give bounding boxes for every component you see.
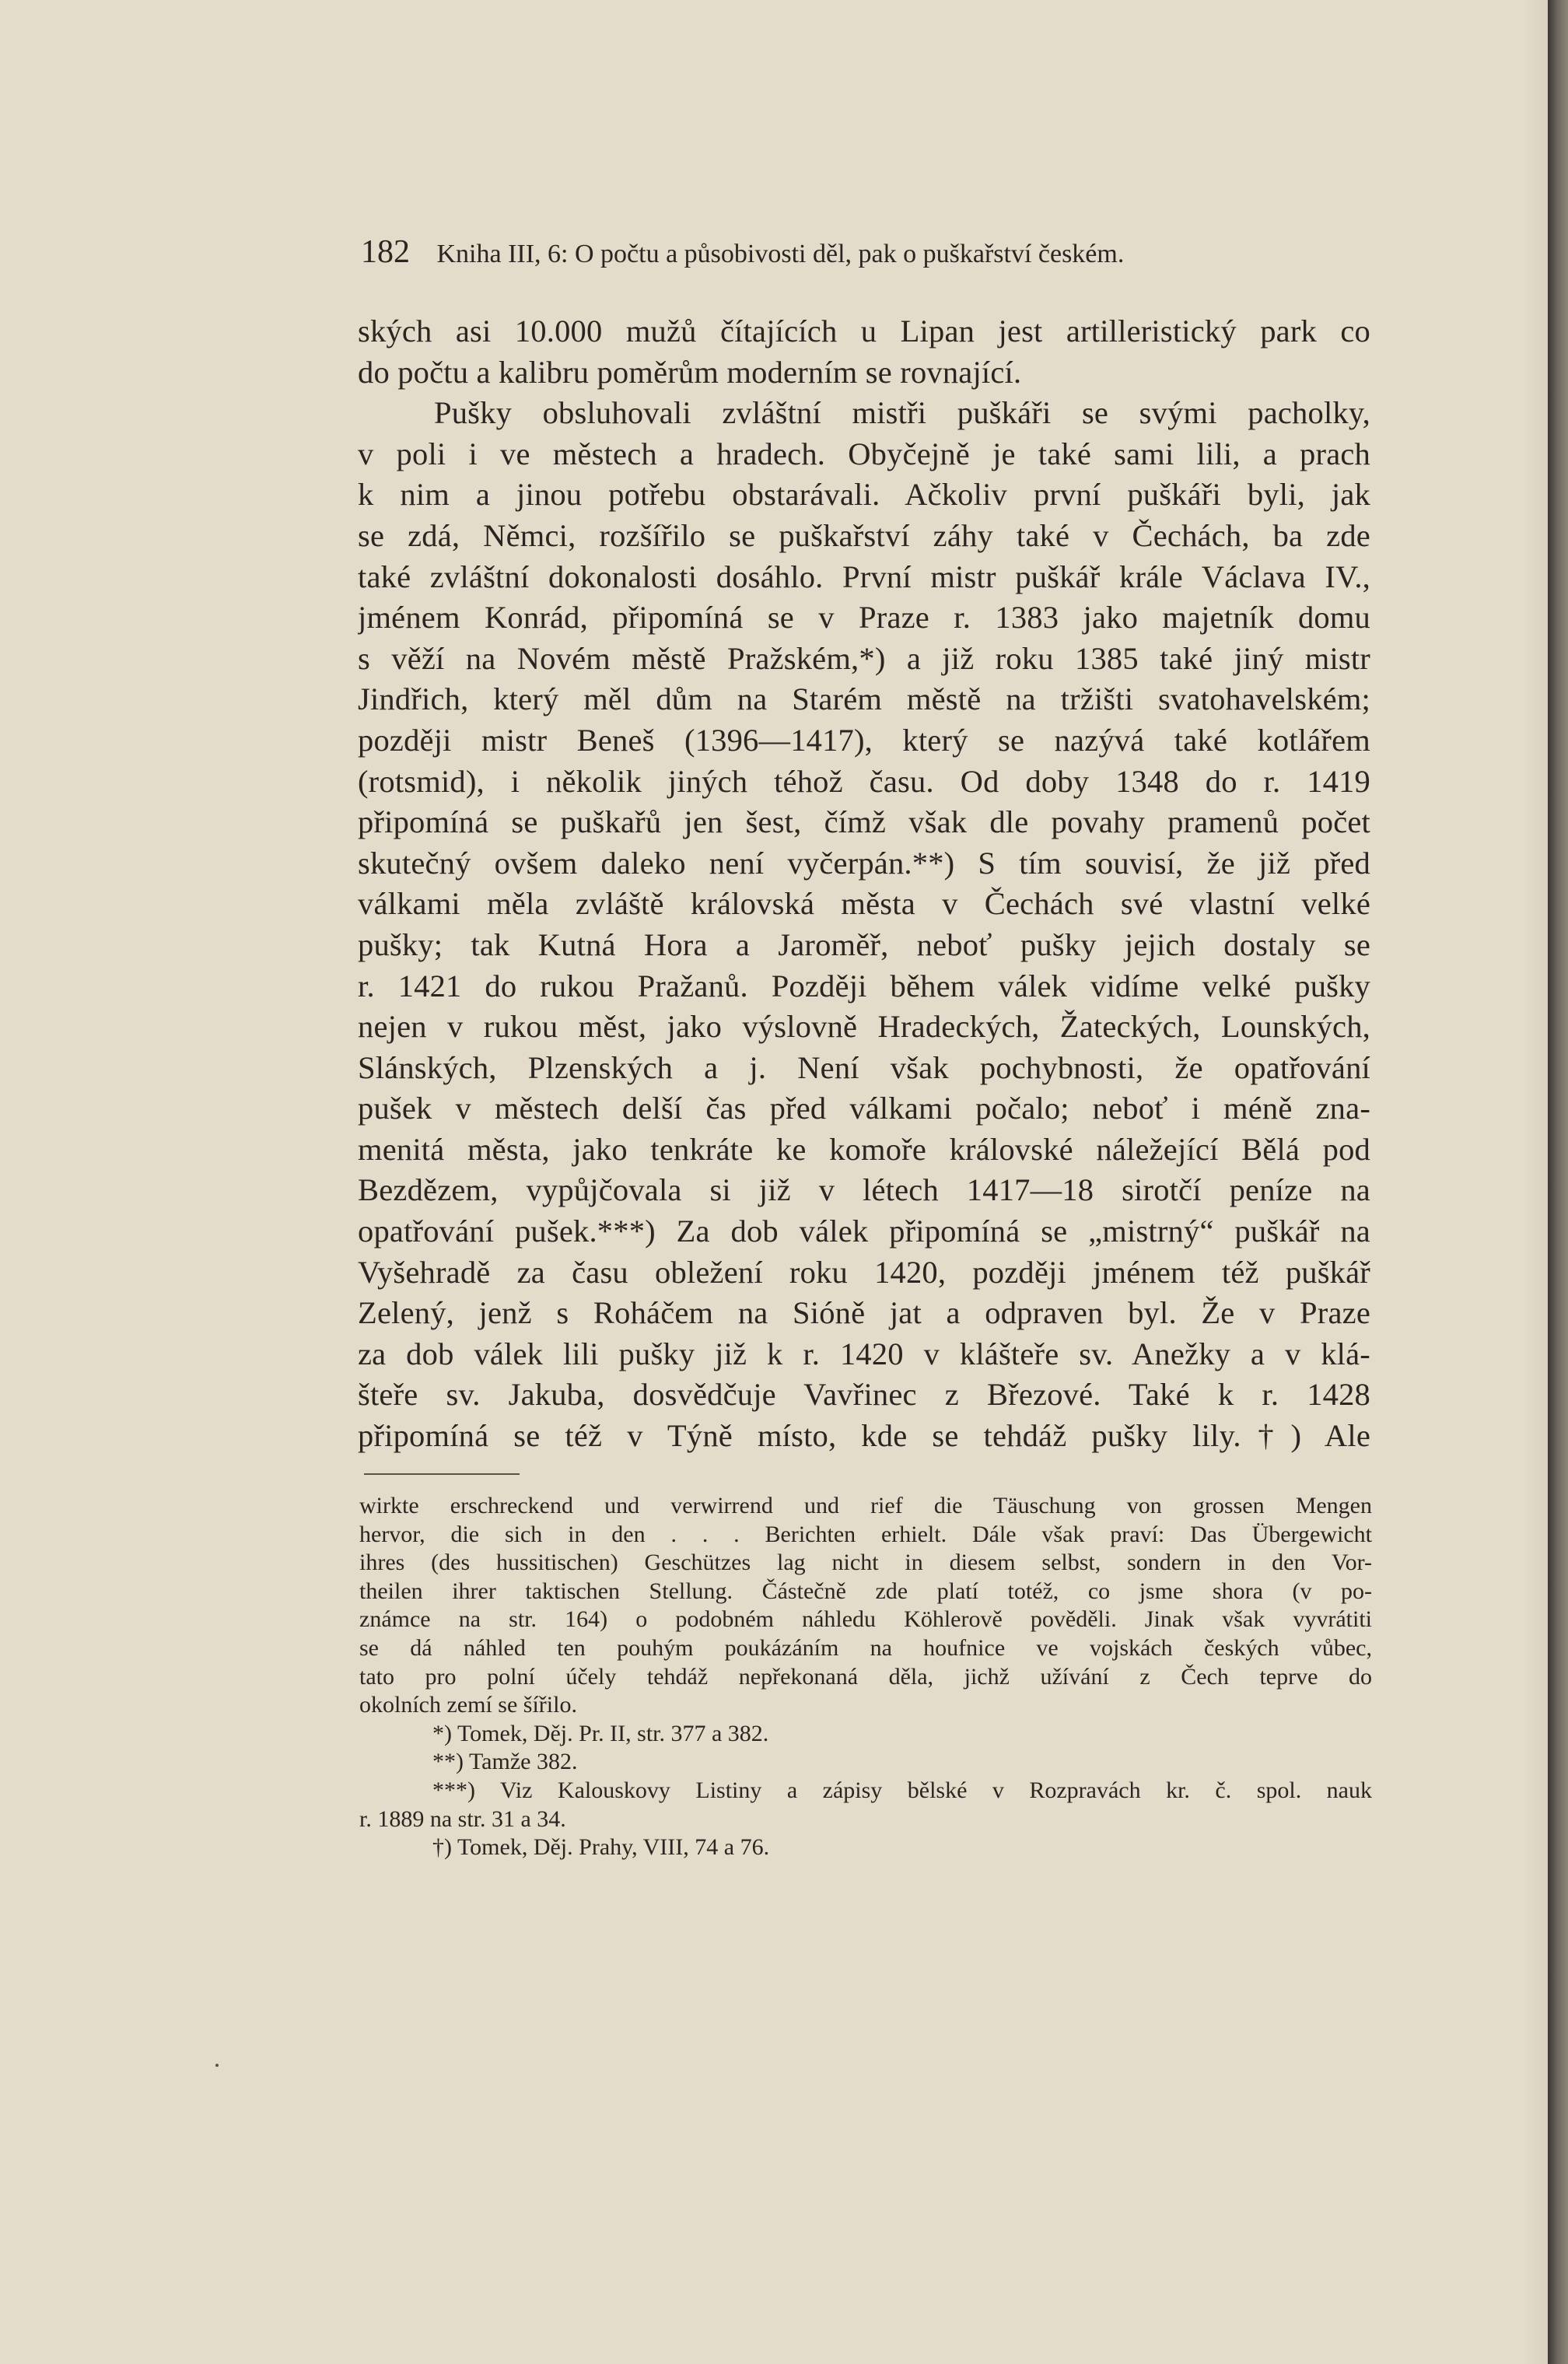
text-line: (rotsmid), i několik jiných téhož času. Od doby 1348 do r. 1419 (358, 763, 1370, 799)
footnote-line: hervor, die sich in den . . . Berichten erhielt. Dále však praví: Das Übergewicht (359, 1521, 1372, 1547)
text-line: také zvláštní dokonalosti dosáhlo. První mistr puškář krále Václava IV., (358, 559, 1370, 594)
text-line: Jindřich, který měl dům na Starém městě na tržišti svatohavelském; (358, 681, 1370, 717)
text-line: v poli i ve městech a hradech. Obyčejně je také sami lili, a prach (358, 436, 1370, 471)
text-line: šteře sv. Jakuba, dosvědčuje Vavřinec z Březové. Také k r. 1428 (358, 1377, 1370, 1413)
text-line: menitá města, jako tenkráte ke komoře královské náležející Bělá pod (358, 1131, 1370, 1167)
footnote-4: †) Tomek, Děj. Prahy, VIII, 74 a 76. (432, 1834, 770, 1861)
text-line: opatřování pušek.***) Za dob válek připomíná se „mistrný“ puškář na (358, 1214, 1370, 1249)
text-line: připomíná se též v Týně místo, kde se tehdáž pušky lily.†) Ale (358, 1418, 1370, 1454)
text-line: Pušky obsluhovali zvláštní mistři puškáři se svými pacholky, (434, 395, 1370, 431)
main-text (358, 311, 1370, 1457)
page-edge (1548, 0, 1568, 2364)
text-line: r. 1421 do rukou Pražanů. Později během válek vidíme velké pušky (358, 968, 1370, 1003)
text-line: Bezdězem, vypůjčovala si již v létech 1417—18 sirotčí peníze na (358, 1172, 1370, 1208)
running-title: Kniha III, 6: O počtu a působivosti děl, pak o puškařství českém. (436, 240, 1125, 268)
text-line: později mistr Beneš (1396—1417), který se nazývá také kotlářem (358, 722, 1370, 758)
text-line: za dob válek lili pušky již k r. 1420 v klášteře sv. Anežky a v klá- (358, 1336, 1370, 1371)
text-line: pušek v městech delší čas před válkami počalo; neboť i méně zna- (358, 1091, 1370, 1126)
footnote-1: *) Tomek, Děj. Pr. II, str. 377 a 382. (432, 1720, 769, 1746)
text-line: Zelený, jenž s Roháčem na Sióně jat a odpraven byl. Že v Praze (358, 1295, 1370, 1331)
footnote-3: ***) Viz Kalouskovy Listiny a zápisy bělské v Rozpravách kr. č. spol. nauk (432, 1777, 1372, 1803)
text-line: s věží na Novém městě Pražském,*) a již roku 1385 také jiný mistr (358, 640, 1370, 676)
footnote-divider (364, 1473, 520, 1475)
page-header (361, 227, 1372, 277)
footnote-line: okolních zemí se šířilo. (359, 1692, 577, 1718)
text-line: do počtu a kalibru poměrům moderním se rovnající. (358, 354, 1022, 390)
footnote-line: ihres (des hussitischen) Geschützes lag nicht in diesem selbst, sondern in den Vor- (359, 1550, 1372, 1576)
text-line: se zdá, Němci, rozšířilo se puškařství záhy také v Čechách, ba zde (358, 517, 1370, 553)
text-line: nejen v rukou měst, jako výslovně Hradeckých, Žateckých, Lounských, (358, 1009, 1370, 1045)
text-line: skutečný ovšem daleko není vyčerpán.**) S tím souvisí, že již před (358, 845, 1370, 881)
text-line: připomíná se puškařů jen šest, čímž však dle povahy pramenů počet (358, 804, 1370, 840)
text-line: k nim a jinou potřebu obstarávali. Ačkoliv první puškáři byli, jak (358, 477, 1370, 513)
text-line: Slánských, Plzenských a j. Není však pochybnosti, že opatřování (358, 1049, 1370, 1085)
text-line: jménem Konrád, připomíná se v Praze r. 1383 jako majetník domu (358, 600, 1370, 636)
footnote-3-continued: r. 1889 na str. 31 a 34. (359, 1805, 566, 1832)
footnote-line: wirkte erschreckend und verwirrend und rief die Täuschung von grossen Mengen (359, 1493, 1372, 1518)
paper-speck (215, 2064, 219, 2067)
footnote-line: theilen ihrer taktischen Stellung. Částečně zde platí totéž, co jsme shora (v po- (359, 1578, 1372, 1604)
text-line: ských asi 10.000 mužů čítajících u Lipan jest artilleristický park co (358, 313, 1370, 348)
footnote-2: **) Tamže 382. (432, 1749, 578, 1775)
footnotes (359, 1492, 1372, 1862)
footnote-line: tato pro polní účely tehdáž nepřekonaná děla, jichž užívání z Čech teprve do (359, 1663, 1372, 1690)
text-line: pušky; tak Kutná Hora a Jaroměř, neboť pušky jejich dostaly se (358, 926, 1370, 962)
page-number: 182 (361, 234, 410, 270)
text-line: válkami měla zvláště královská města v Čechách své vlastní velké (358, 886, 1370, 922)
footnote-line: se dá náhled ten pouhým poukázáním na houfnice ve vojskách českých vůbec, (359, 1634, 1372, 1661)
footnote-line: známce na str. 164) o podobném náhledu Köhlerově pověděli. Jinak však vyvrátiti (359, 1606, 1372, 1633)
text-line: Vyšehradě za času obležení roku 1420, později jménem též puškář (358, 1254, 1370, 1290)
